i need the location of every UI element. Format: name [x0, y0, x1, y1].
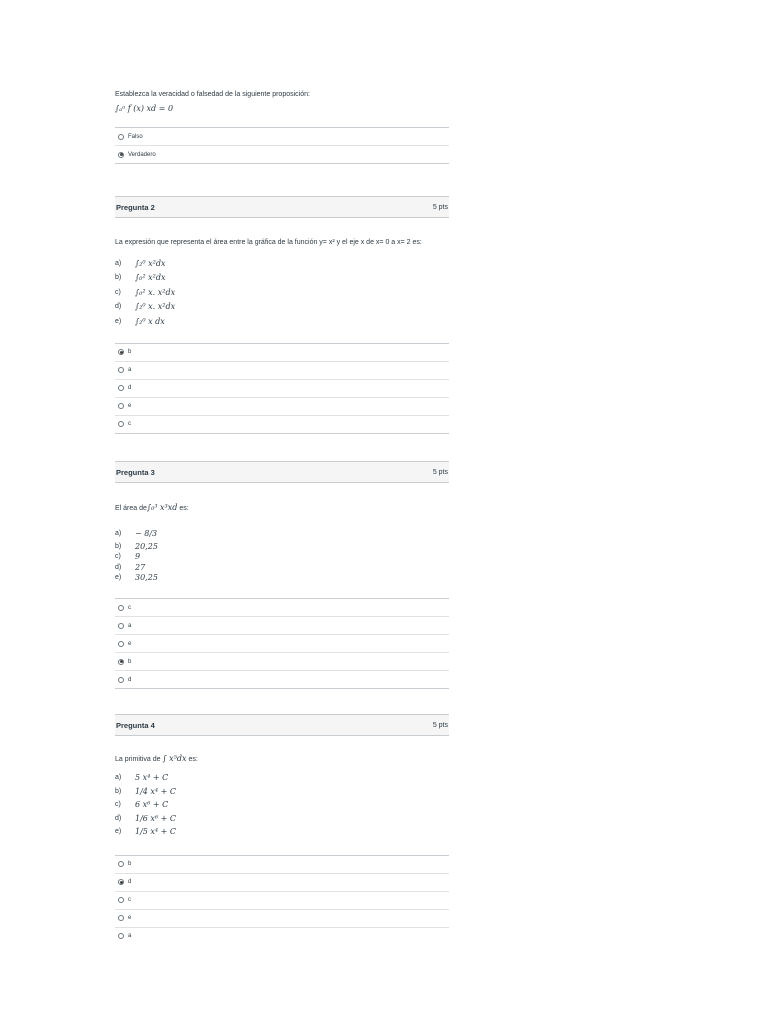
- answer-option[interactable]: [115, 910, 449, 928]
- answer-label: b: [128, 861, 132, 867]
- radio-button[interactable]: [118, 605, 124, 611]
- answer-option[interactable]: [115, 599, 449, 617]
- answer-label: Verdadero: [128, 151, 156, 158]
- question-1: [115, 90, 449, 164]
- option-letter: b): [115, 542, 122, 550]
- answer-label: d: [128, 385, 132, 391]
- question-4-header: [115, 714, 449, 736]
- radio-button[interactable]: [118, 861, 124, 867]
- question-points: 5 pts: [432, 203, 448, 211]
- answer-option[interactable]: [115, 653, 449, 671]
- answer-option[interactable]: [115, 671, 449, 689]
- question-2: [115, 196, 449, 434]
- question-2-answers: [115, 343, 449, 434]
- answer-option[interactable]: [115, 635, 449, 653]
- answer-label: c: [128, 604, 131, 611]
- answer-label: a: [128, 933, 132, 939]
- answer-option[interactable]: [115, 128, 449, 146]
- radio-button[interactable]: [118, 641, 124, 647]
- radio-button[interactable]: [118, 367, 124, 373]
- option-row: [115, 285, 449, 300]
- option-letter: c): [115, 288, 121, 296]
- option-row: [115, 314, 449, 329]
- answer-label: e: [128, 640, 132, 647]
- answer-label: Falso: [128, 133, 143, 140]
- question-formula: ∫₀³ x³xd: [146, 503, 178, 512]
- option-row: [115, 812, 449, 826]
- radio-button[interactable]: [118, 421, 124, 427]
- option-formula: ∫₂⁰ x²dx: [135, 258, 166, 268]
- option-formula: 5 x⁴ + C: [135, 773, 169, 783]
- answer-option[interactable]: [115, 856, 449, 874]
- option-row: [115, 526, 449, 541]
- question-2-header: [115, 196, 449, 218]
- option-row: [115, 271, 449, 286]
- answer-label: b: [128, 658, 132, 665]
- option-row: [115, 573, 449, 584]
- answer-label: e: [128, 915, 132, 921]
- question-title: Pregunta 3: [116, 467, 155, 477]
- answer-label: a: [128, 622, 132, 629]
- answer-option[interactable]: [115, 146, 449, 164]
- question-1-formula: ∫ₐᵃ f (x) xd = 0: [115, 104, 174, 113]
- answer-label: c: [128, 421, 131, 427]
- question-2-options: [115, 256, 449, 329]
- option-row: [115, 300, 449, 315]
- option-letter: b): [115, 274, 122, 282]
- question-4: [115, 714, 449, 945]
- option-row: [115, 541, 449, 552]
- option-row: [115, 785, 449, 799]
- option-row: [115, 825, 449, 839]
- question-title: Pregunta 4: [116, 720, 155, 730]
- radio-button[interactable]: [118, 623, 124, 629]
- question-4-answers: [115, 855, 449, 945]
- answer-option[interactable]: [115, 874, 449, 892]
- answer-option[interactable]: [115, 416, 449, 434]
- radio-button-selected[interactable]: [118, 879, 124, 885]
- question-points: 5 pts: [432, 721, 448, 729]
- option-letter: a): [115, 259, 122, 267]
- option-letter: c): [115, 801, 121, 809]
- answer-option[interactable]: [115, 398, 449, 416]
- option-formula: ∫₂⁰ x. x²dx: [135, 302, 176, 312]
- question-1-text: Establezca la veracidad o falsedad de la siguiente proposición:: [115, 91, 310, 98]
- answer-option[interactable]: [115, 928, 449, 945]
- option-formula: ∫₀² x. x²dx: [135, 287, 176, 297]
- question-3-options: [115, 526, 449, 583]
- question-1-answers: [115, 127, 449, 164]
- option-row: [115, 562, 449, 573]
- option-formula: 6 x⁶ + C: [135, 800, 169, 810]
- option-letter: d): [115, 814, 122, 822]
- option-formula: 9: [135, 552, 141, 562]
- option-letter: a): [115, 774, 122, 782]
- answer-option[interactable]: [115, 362, 449, 380]
- option-formula: 1/6 x⁶ + C: [135, 813, 177, 823]
- option-letter: d): [115, 563, 122, 571]
- radio-button[interactable]: [118, 915, 124, 921]
- answer-option[interactable]: [115, 380, 449, 398]
- answer-label: b: [128, 349, 132, 355]
- question-formula: ∫ x⁵dx: [162, 754, 187, 763]
- question-text-part: es:: [177, 505, 189, 512]
- option-formula: 1/5 x⁴ + C: [135, 827, 177, 837]
- radio-button[interactable]: [118, 403, 124, 409]
- radio-button-selected[interactable]: [118, 152, 124, 158]
- radio-button[interactable]: [118, 897, 124, 903]
- answer-option[interactable]: [115, 892, 449, 910]
- option-formula: ∫₀² x²dx: [135, 273, 166, 283]
- question-4-options: [115, 771, 449, 839]
- radio-button[interactable]: [118, 933, 124, 939]
- answer-option[interactable]: [115, 344, 449, 362]
- option-letter: c): [115, 553, 121, 561]
- question-points: 5 pts: [432, 468, 448, 476]
- answer-option[interactable]: [115, 617, 449, 635]
- option-letter: e): [115, 317, 122, 325]
- question-2-text: La expresión que representa el área entre la gráfica de la función y= x² y el eje x de x= 0 a x= 2 es:: [115, 239, 422, 246]
- question-3-answers: [115, 598, 449, 689]
- radio-button[interactable]: [118, 385, 124, 391]
- option-letter: a): [115, 530, 122, 537]
- option-formula: 30,25: [135, 573, 158, 583]
- question-text-part: es:: [186, 756, 198, 763]
- question-text-part: La primitiva de: [115, 756, 163, 763]
- option-formula: 27: [135, 562, 146, 572]
- option-letter: b): [115, 787, 122, 795]
- question-text-part: El área de: [115, 505, 147, 512]
- question-3-header: [115, 461, 449, 483]
- option-row: [115, 798, 449, 812]
- option-letter: e): [115, 574, 122, 582]
- question-3: [115, 461, 449, 689]
- question-4-text: [115, 754, 449, 765]
- question-title: Pregunta 2: [116, 202, 155, 212]
- option-letter: e): [115, 828, 122, 836]
- answer-label: d: [128, 676, 132, 683]
- option-row: [115, 552, 449, 563]
- option-formula: − 8/3: [135, 529, 158, 538]
- option-row: [115, 771, 449, 785]
- option-formula: 20,25: [135, 541, 158, 551]
- radio-button-selected[interactable]: [118, 659, 124, 665]
- answer-label: c: [128, 897, 131, 903]
- option-formula: 1/4 x⁴ + C: [135, 786, 177, 796]
- radio-button[interactable]: [118, 134, 124, 140]
- answer-label: a: [128, 367, 132, 373]
- option-row: [115, 256, 449, 271]
- question-3-text: [115, 503, 449, 514]
- answer-label: e: [128, 403, 132, 409]
- answer-label: d: [128, 879, 132, 885]
- option-letter: d): [115, 303, 122, 311]
- radio-button-selected[interactable]: [118, 349, 124, 355]
- option-formula: ∫₂⁰ x dx: [135, 316, 165, 326]
- radio-button[interactable]: [118, 677, 124, 683]
